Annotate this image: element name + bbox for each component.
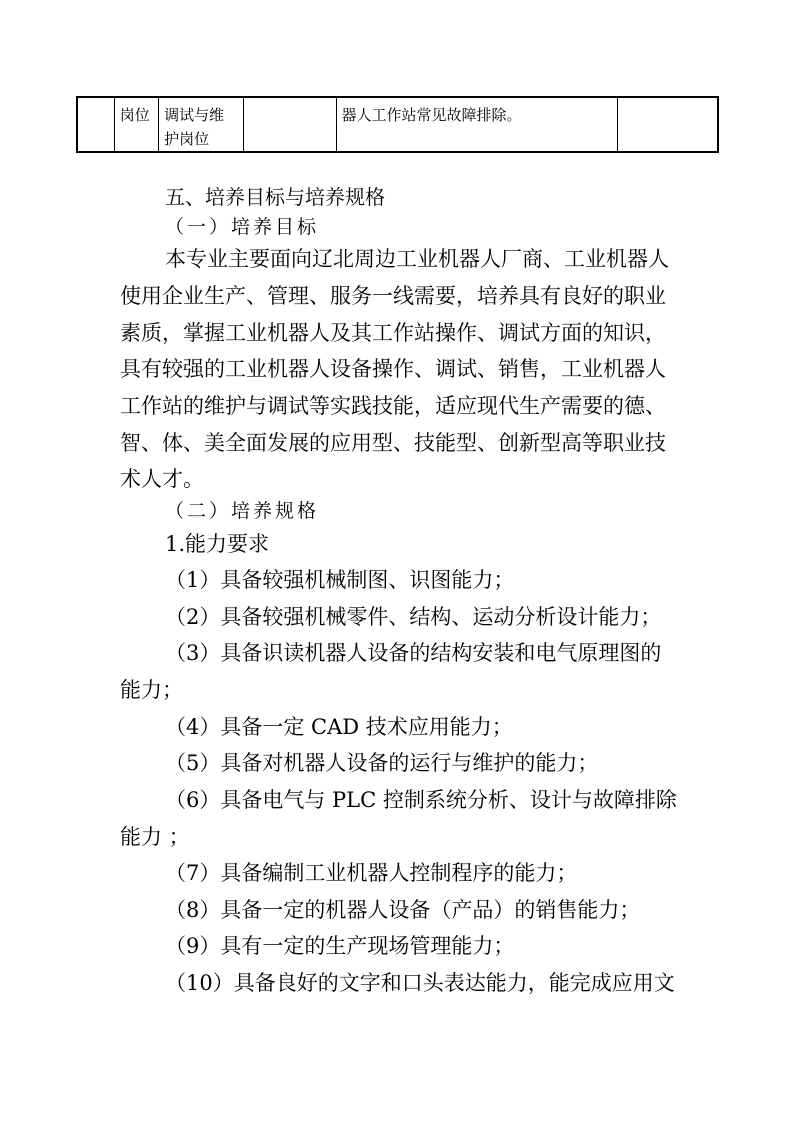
cell-text: 器人工作站常见故障排除。 [341,106,522,124]
list-item: （1）具备较强机械制图、识图能力； [165,568,515,592]
subsection-title: （二）培养规格 [165,500,320,522]
paragraph-line: 智、体、美全面发展的应用型、技能型、创新型高等职业技 [120,431,666,455]
paragraph-line: 使用企业生产、管理、服务一线需要，培养具有良好的职业 [120,284,666,308]
cell-text: 调试与维 [164,106,225,124]
table-row [77,97,718,152]
list-item: （8）具备一定的机器人设备（产品）的销售能力； [165,898,641,922]
list-item: （6）具备电气与 PLC 控制系统分析、设计与故障排除 [165,788,677,812]
ability-title: 1.能力要求 [165,532,270,556]
paragraph-line: 素质，掌握工业机器人及其工作站操作、调试方面的知识， [120,321,666,345]
list-item: （3）具备识读机器人设备的结构安装和电气原理图的 [165,641,662,665]
table-cell [617,97,718,152]
section-title: 五、培养目标与培养规格 [165,185,385,209]
list-item: （2）具备较强机械零件、结构、运动分析设计能力； [165,605,662,629]
subsection-title: （一）培养目标 [165,216,320,238]
list-item: （5）具备对机器人设备的运行与维护的能力； [165,751,599,775]
list-item: （4）具备一定 CAD 技术应用能力； [165,715,513,739]
list-item: （9）具有一定的生产现场管理能力； [165,934,515,958]
continued-table [76,96,719,153]
paragraph-line: 本专业主要面向辽北周边工业机器人厂商、工业机器人 [165,247,669,271]
table-cell [77,97,114,152]
list-item: （7）具备编制工业机器人控制程序的能力； [165,861,578,885]
table-cell [114,97,158,152]
list-item: （10）具备良好的文字和口头表达能力，能完成应用文 [165,971,675,995]
table-cell [336,97,617,152]
paragraph-line: 工作站的维护与调试等实践技能，适应现代生产需要的德、 [120,394,666,418]
paragraph-line: 术人才。 [120,467,204,491]
list-item-continuation: 能力 ； [120,825,190,849]
list-item-continuation: 能力； [120,678,183,702]
table-cell [159,97,244,152]
cell-text: 护岗位 [164,130,210,148]
cell-text: 岗位 [119,106,150,124]
table-cell [243,97,336,152]
paragraph-line: 具有较强的工业机器人设备操作、调试、销售，工业机器人 [120,357,666,381]
